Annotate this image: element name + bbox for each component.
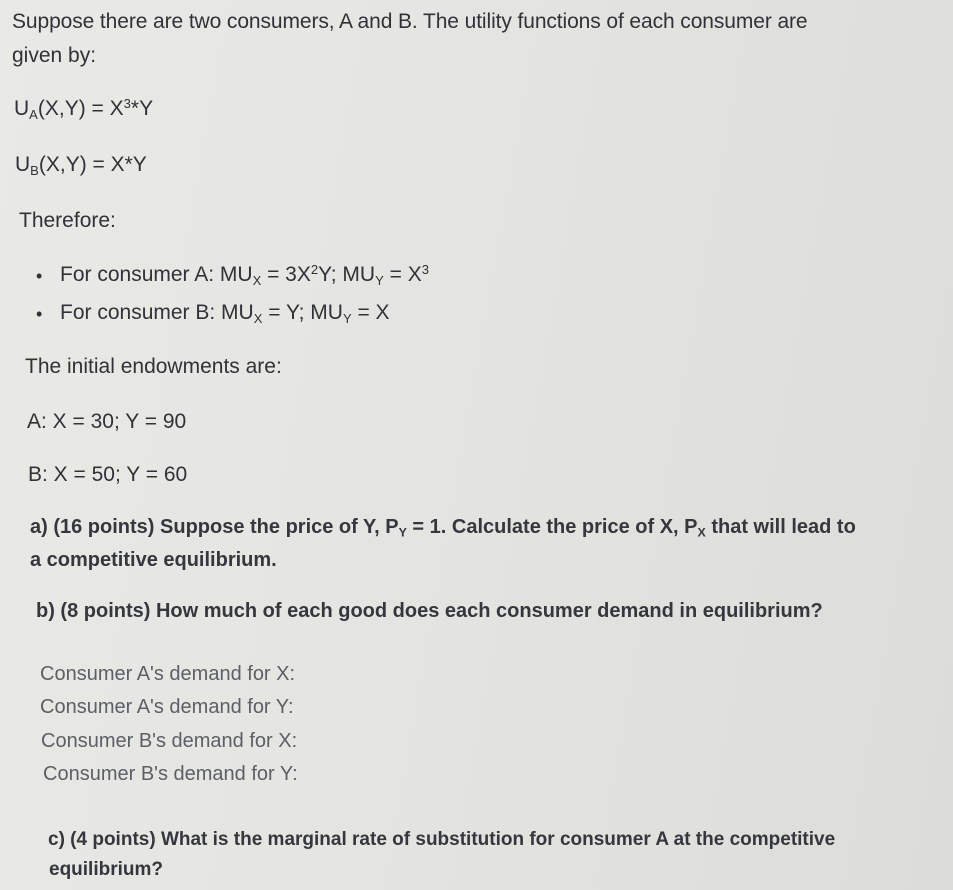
marginal-utility-a: For consumer A: $MU_X = 3X^2Y$; $MU_Y = X^3$ xyxy=(60,261,429,288)
question-a-line-1: a) (16 points) Suppose the price of Y, $P_Y = 1$. Calculate the price of X, $P_X$ that will lead to xyxy=(30,516,856,540)
therefore-label: Therefore: xyxy=(19,209,116,232)
question-b: b) (8 points) How much of each good does each consumer demand in equilibrium? xyxy=(36,600,823,622)
utility-function-b: $U_B(X,Y) = X*Y$ xyxy=(15,153,147,178)
bullet-icon: • xyxy=(36,266,43,286)
intro-line-2: given by: xyxy=(12,44,97,67)
intro-line-1: Suppose there are two consumers, A and B. The utility functions of each consumer are xyxy=(12,10,808,33)
answer-line-b-y: Consumer B's demand for Y: xyxy=(43,763,298,785)
endowment-a: A: X = 30; Y = 90 xyxy=(27,410,187,433)
answer-line-a-y: Consumer A's demand for Y: xyxy=(40,696,294,718)
endowments-heading: The initial endowments are: xyxy=(25,355,282,378)
answer-line-b-x: Consumer B's demand for X: xyxy=(41,730,298,752)
question-c-line-2: equilibrium? xyxy=(49,859,163,880)
marginal-utility-b: For consumer B: $MU_X = Y$; $MU_Y = X$ xyxy=(60,301,390,326)
endowment-b: B: X = 50; Y = 60 xyxy=(28,463,188,486)
utility-function-a: $U_A(X,Y) = X^3*Y$ xyxy=(14,95,154,122)
answer-line-a-x: Consumer A's demand for X: xyxy=(40,663,296,685)
question-c-line-1: c) (4 points) What is the marginal rate of substitution for consumer A at the competitive xyxy=(48,829,836,850)
question-a-line-2: a competitive equilibrium. xyxy=(30,549,277,571)
bullet-icon: • xyxy=(36,304,43,324)
